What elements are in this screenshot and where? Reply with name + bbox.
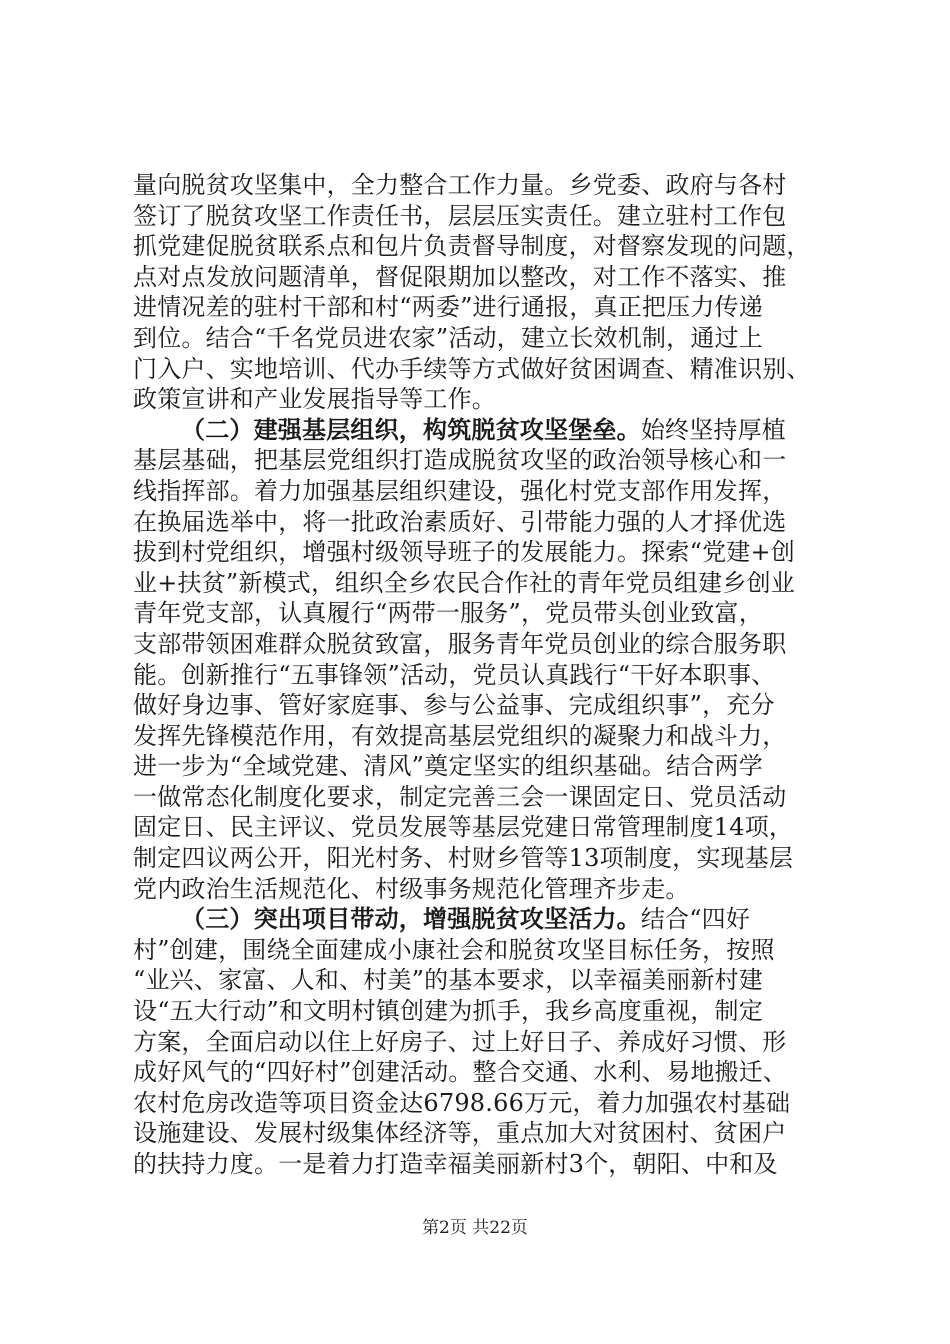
line-text: 青年党支部，认真履行“两带一服务”，党员带头创业致富， [133, 599, 763, 628]
body-line [133, 1088, 829, 1119]
body-line [133, 935, 829, 966]
body-line [133, 231, 829, 262]
body-line [133, 1057, 829, 1088]
body-line [133, 812, 829, 843]
line-text: 到位。结合“千名党员进农家”活动，建立长效机制，通过上 [133, 323, 763, 352]
body-line [133, 751, 829, 782]
line-text: 签订了脱贫攻坚工作责任书，层层压实责任。建立驻村工作包 [133, 201, 787, 230]
page-footer: 第2页 共22页 [422, 1218, 528, 1238]
line-text: 政策宣讲和产业发展指导等工作。 [133, 385, 496, 414]
line-text: 农村危房改造等项目资金达6798.66万元，着力加强农村基础 [133, 1088, 791, 1117]
line-text: 党内政治生活规范化、村级事务规范化管理齐步走。 [133, 874, 690, 903]
body-line [133, 1149, 829, 1180]
line-text: 量向脱贫攻坚集中，全力整合工作力量。乡党委、政府与各村 [133, 171, 787, 199]
body-line [133, 445, 829, 476]
line-text: 设“五大行动”和文明村镇创建为抓手，我乡高度重视，制定 [133, 997, 763, 1026]
line-text: 业+扶贫”新模式，组织全乡农民合作社的青年党员组建乡创业 [133, 568, 795, 597]
line-text: 成好风气的“四好村”创建活动。整合交通、水利、易地搬迁、 [133, 1058, 788, 1087]
line-text: 基层基础，把基层党组织打造成脱贫攻坚的政治领导核心和一 [133, 446, 787, 475]
body-line [133, 598, 829, 629]
section-heading: （二）建强基层组织，构筑脱贫攻坚堡垒。 [181, 414, 641, 444]
line-text: 发挥先锋模范作用，有效提高基层党组织的凝聚力和战斗力， [133, 721, 787, 750]
body-line [133, 262, 829, 293]
line-text: 方案，全面启动以住上好房子、过上好日子、养成好习惯、形 [133, 1027, 787, 1056]
body-line [133, 354, 829, 385]
body-line [133, 782, 829, 813]
line-text: 点对点发放问题清单，督促限期加以整改，对工作不落实、推 [133, 262, 787, 291]
line-text: 做好身边事、管好家庭事、参与公益事、完成组织事”，充分 [133, 691, 775, 720]
line-text: 门入户、实地培训、代办手续等方式做好贫困调查、精准识别、 [133, 354, 811, 383]
body-line [133, 690, 829, 721]
line-text: 抓党建促脱贫联系点和包片负责督导制度，对督察发现的问题， [133, 232, 811, 261]
section-heading-line [133, 904, 829, 935]
body-line [133, 568, 829, 599]
body-line [133, 1027, 829, 1058]
line-text: 线指挥部。着力加强基层组织建设，强化村党支部作用发挥， [133, 476, 787, 505]
body-line [133, 629, 829, 660]
body-line [133, 170, 829, 201]
line-text: 村”创建，围绕全面建成小康社会和脱贫攻坚目标任务，按照 [133, 935, 775, 964]
line-text: 能。创新推行“五事锋领”活动，党员认真践行“干好本职事、 [133, 660, 776, 689]
line-text: 结合“四好 [640, 905, 751, 934]
line-text: “业兴、家富、人和、村美”的基本要求，以幸福美丽新村建 [133, 966, 763, 995]
line-text: 在换届选举中，将一批政治素质好、引带能力强的人才择优选 [133, 507, 787, 536]
body-line [133, 660, 829, 691]
line-text: 一做常态化制度化要求，制定完善三会一课固定日、党员活动 [133, 782, 787, 811]
line-text: 固定日、民主评议、党员发展等基层党建日常管理制度14项， [133, 813, 794, 842]
body-line [133, 721, 829, 752]
section-heading: （三）突出项目带动，增强脱贫攻坚活力。 [181, 904, 641, 934]
body-line [133, 537, 829, 568]
body-line [133, 996, 829, 1027]
line-text: 进情况差的驻村干部和村“两委”进行通报，真正把压力传递 [133, 293, 763, 322]
line-text: 制定四议两公开，阳光村务、村财乡管等13项制度，实现基层 [133, 844, 794, 873]
body-line [133, 323, 829, 354]
body-line [133, 384, 829, 415]
section-heading-line [133, 415, 829, 446]
document-body [133, 170, 829, 1180]
body-line [133, 476, 829, 507]
line-text: 的扶持力度。一是着力打造幸福美丽新村3个，朝阳、中和及 [133, 1150, 778, 1178]
body-line [133, 843, 829, 874]
line-text: 进一步为“全域党建、清风”奠定坚实的组织基础。结合两学 [133, 752, 763, 781]
line-text: 支部带领困难群众脱贫致富，服务青年党员创业的综合服务职 [133, 629, 787, 658]
body-line [133, 1118, 829, 1149]
line-text: 设施建设、发展村级集体经济等，重点加大对贫困村、贫困户 [133, 1119, 787, 1148]
line-text: 拔到村党组织，增强村级领导班子的发展能力。探索“党建+创 [133, 538, 795, 567]
body-line [133, 292, 829, 323]
line-text: 始终坚持厚植 [640, 415, 787, 444]
body-line [133, 874, 829, 905]
body-line [133, 201, 829, 232]
body-line [133, 965, 829, 996]
body-line [133, 507, 829, 538]
